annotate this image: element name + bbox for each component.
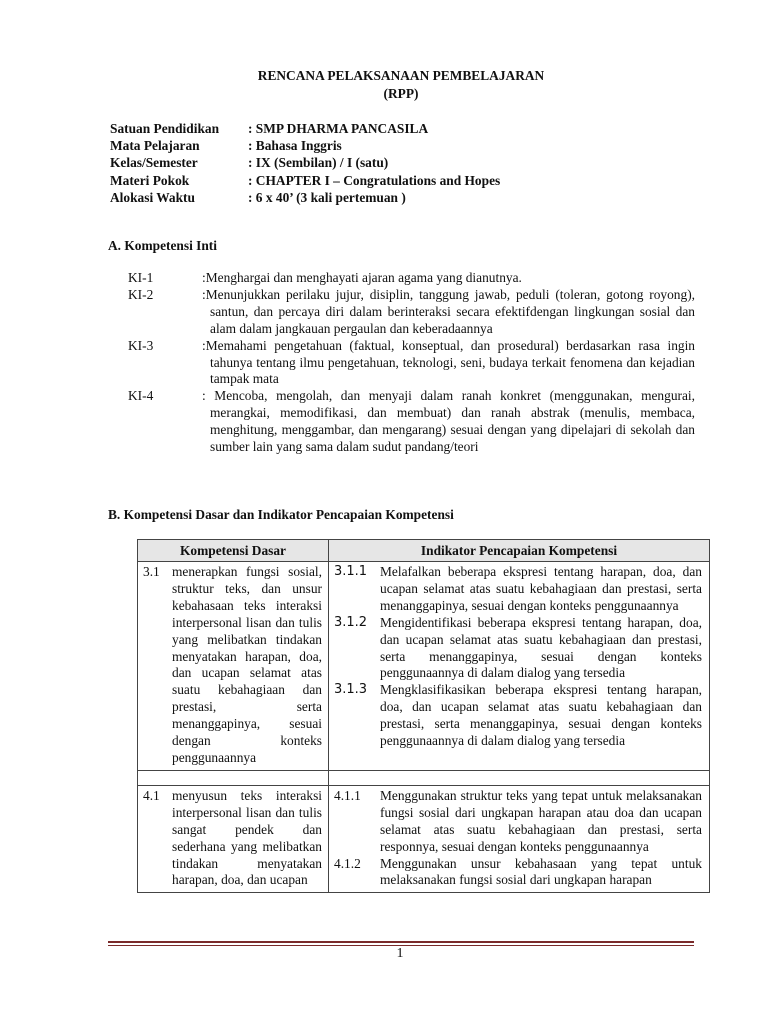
identity-value: : Bahasa Inggris (248, 138, 342, 154)
identity-value: : 6 x 40’ (3 kali pertemuan ) (248, 189, 406, 205)
indicator-item (334, 615, 702, 683)
table-header-row (138, 540, 710, 562)
indicator-cell (329, 562, 710, 771)
indicator-number: 3.1.3 (334, 682, 368, 698)
kd-number: 4.1 (143, 787, 160, 803)
kd-item (143, 564, 322, 767)
indicator-item (334, 788, 702, 856)
indicator-item (334, 564, 702, 615)
ki-code: KI-2 (128, 286, 154, 302)
ki-code: KI-4 (128, 388, 154, 404)
column-header-indicator: Indikator Pencapaian Kompetensi (329, 540, 710, 562)
kd-text: menyusun teks interaksi interpersonal lisan dan tulis sangat pendek dan sederhana yang melibatkan tindakan menyatakan harapan, doa, dan ucapan (172, 787, 322, 888)
indicator-number: 3.1.1 (334, 564, 368, 579)
page-number: 1 (396, 946, 404, 961)
table-row (138, 562, 710, 771)
identity-label: Materi Pokok (110, 172, 190, 188)
indicator-number: 3.1.2 (334, 614, 368, 630)
ki-text: :Menghargai dan menghayati ajaran agama yang dianutnya. (202, 270, 522, 285)
identity-label: Mata Pelajaran (110, 138, 200, 154)
indicator-number: 4.1.2 (334, 855, 361, 871)
kd-cell (138, 562, 329, 771)
indicator-item (334, 682, 702, 750)
kd-cell (138, 785, 329, 892)
indicator-text: Mengidentifikasi beberapa ekspresi tentang harapan, doa, dan ucapan selamat atas suatu kebahagiaan dan prestasi, serta menanggapinya, sesuai dengan konteks penggunaannya di dalam dialog yang tersedia (380, 614, 702, 681)
ki-text: :Menunjukkan perilaku jujur, disiplin, tanggung jawab, peduli (toleran, gotong royong), santun, dan percaya diri dalam berinteraksi secara efektifdengan lingkungan sosial dan alam dalam jangkauan pergaulan dan keberadaannya (202, 286, 695, 336)
indicator-item (334, 856, 702, 890)
section-b-heading: B. Kompetensi Dasar dan Indikator Pencapaian Kompetensi (108, 507, 454, 522)
indicator-cell (329, 785, 710, 892)
identity-value: : SMP DHARMA PANCASILA (248, 121, 429, 136)
indicator-text: Melafalkan beberapa ekspresi tentang harapan, doa, dan ucapan selamat atas suatu kebahagiaan dan prestasi, serta menanggapinya, sesuai dengan konteks penggunaannya (380, 564, 702, 613)
indicator-number: 4.1.1 (334, 787, 361, 803)
kd-item (143, 788, 322, 889)
indicator-text: Mengklasifikasikan beberapa ekspresi tentang harapan, doa, dan ucapan selamat atas suatu kebahagiaan dan prestasi, serta menanggapinya, sesuai dengan konteks penggunaannya di dalam dialog yang tersedia (380, 682, 702, 749)
ki-text: :Memahami pengetahuan (faktual, konseptual, dan prosedural) berdasarkan rasa ingin tahunya tentang ilmu pengetahuan, teknologi, seni, budaya terkait fenomena dan kejadian tampak mata (202, 337, 695, 387)
identity-label: Satuan Pendidikan (110, 121, 220, 136)
kd-number: 3.1 (143, 564, 160, 579)
ki-code: KI-3 (128, 337, 154, 353)
table-spacer-row (138, 770, 710, 785)
identity-value: : IX (Sembilan) / I (satu) (248, 155, 389, 171)
table-row (138, 785, 710, 892)
document-title: RENCANA PELAKSANAAN PEMBELAJARAN (257, 68, 545, 83)
kd-text: menerapkan fungsi sosial, struktur teks, dan unsur kebahasaan teks interaksi interpersonal lisan dan tulis yang melibatkan tindakan menyatakan harapan, doa, dan ucapan selamat atas suatu kebahagiaan dan prestasi, serta menanggapinya, sesuai dengan konteks penggunaannya (172, 564, 322, 765)
ki-text: : Mencoba, mengolah, dan menyaji dalam ranah konkret (menggunakan, mengurai, merangkai, memodifikasi, dan membuat) dan ranah abstrak (menulis, membaca, menghitung, menggambar, dan mengarang) sesuai dengan yang dipelajari di sekolah dan sumber lain yang sama dalam sudut pandang/teori (202, 388, 695, 455)
indicator-text: Menggunakan struktur teks yang tepat untuk melaksanakan fungsi sosial dari ungkapan harapan atau doa dan ucapan selamat atas suatu kebahagiaan dan prestasi, serta responnya, sesuai dengan konteks penggunaannya (380, 787, 702, 854)
identity-label: Kelas/Semester (110, 155, 198, 171)
identity-label: Alokasi Waktu (110, 189, 195, 205)
ki-code: KI-1 (128, 270, 154, 285)
footer-rule (108, 941, 694, 943)
document-subtitle: (RPP) (383, 86, 419, 101)
identity-value: : CHAPTER I – Congratulations and Hopes (248, 172, 501, 188)
indicator-text: Menggunakan unsur kebahasaan yang tepat untuk melaksanakan fungsi sosial dari ungkapan harapan (380, 855, 702, 888)
column-header-kd: Kompetensi Dasar (138, 540, 329, 562)
competence-table (137, 539, 710, 893)
section-a-heading: A. Kompetensi Inti (108, 238, 217, 253)
